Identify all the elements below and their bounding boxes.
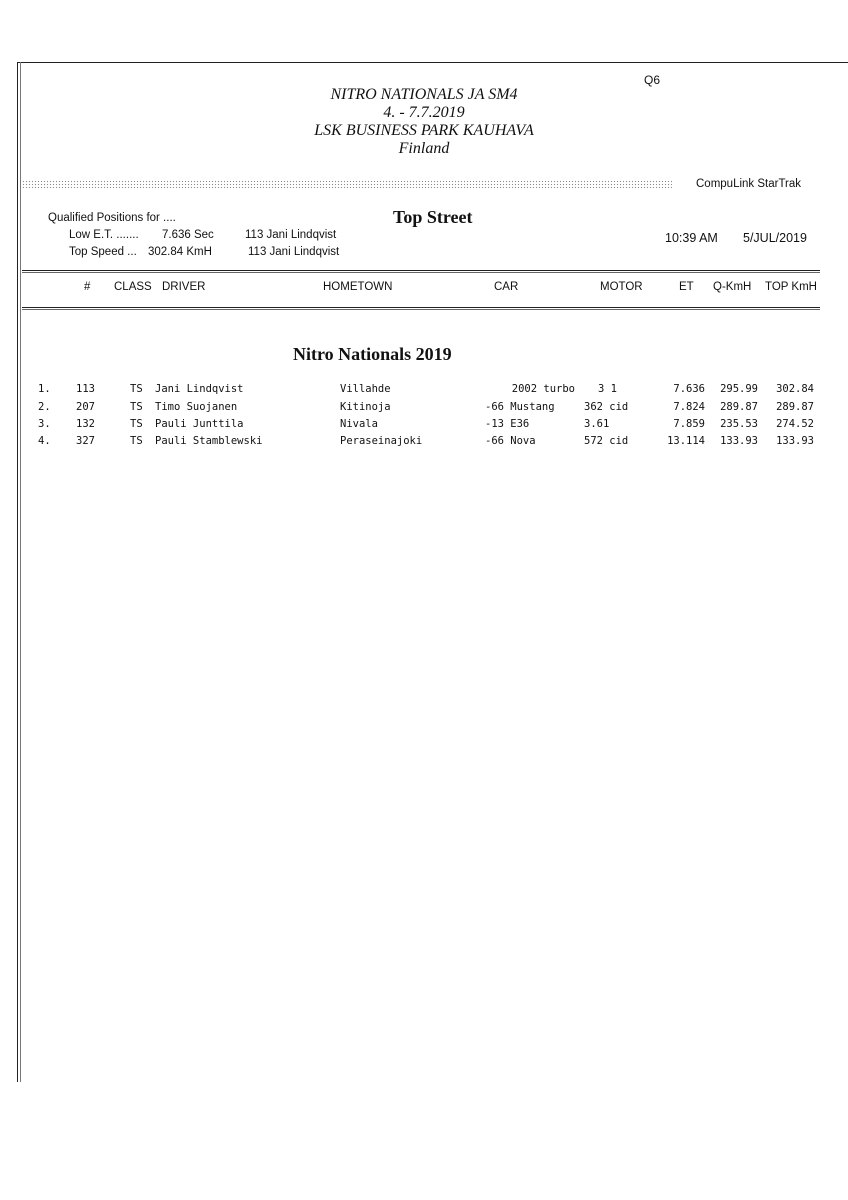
cell-pos: 4. [38, 435, 51, 447]
dotted-separator [22, 180, 672, 188]
cell-num: 132 [76, 418, 95, 430]
col-driver: DRIVER [162, 281, 206, 293]
cell-pos: 2. [38, 401, 51, 413]
left-border-inner [20, 62, 21, 1082]
event-title: NITRO NATIONALS JA SM4 [330, 86, 518, 103]
left-border [17, 62, 18, 1082]
col-num: # [84, 281, 91, 293]
col-topkmh: TOP KmH [765, 281, 817, 293]
low-et-value: 7.636 Sec [162, 229, 214, 241]
cell-et: 7.859 [673, 418, 705, 430]
cell-car: -13 E36 [485, 418, 530, 430]
cell-motor: 362 cid [584, 401, 629, 413]
header-rule-bottom [22, 307, 820, 308]
cell-car: 2002 turbo [511, 383, 575, 395]
cell-car: -66 Nova [485, 435, 536, 447]
col-qkmh: Q-KmH [713, 281, 752, 293]
cell-num: 113 [76, 383, 95, 395]
event-venue: LSK BUSINESS PARK KAUHAVA [314, 122, 534, 139]
low-et-label: Low E.T. ....... [69, 229, 139, 241]
cell-driver: Pauli Stamblewski [155, 435, 263, 447]
cell-topkmh: 274.52 [776, 418, 814, 430]
cell-hometown: Villahde [340, 383, 391, 395]
top-speed-driver: 113 Jani Lindqvist [248, 246, 340, 258]
qualified-heading: Qualified Positions for .... [48, 212, 176, 224]
cell-motor: 572 cid [584, 435, 629, 447]
cell-qkmh: 133.93 [720, 435, 758, 447]
top-speed-value: 302.84 KmH [148, 246, 212, 258]
cell-motor: 3 1 [598, 383, 617, 395]
cell-num: 207 [76, 401, 95, 413]
class-title: Top Street [393, 207, 473, 227]
cell-et: 7.636 [673, 383, 705, 395]
report-time: 10:39 AM [665, 231, 718, 245]
cell-driver: Jani Lindqvist [155, 383, 244, 395]
section-title: Nitro Nationals 2019 [293, 344, 452, 364]
cell-class: TS [130, 418, 143, 430]
cell-num: 327 [76, 435, 95, 447]
top-speed-label: Top Speed ... [69, 246, 137, 258]
cell-driver: Timo Suojanen [155, 401, 238, 413]
cell-hometown: Peraseinajoki [340, 435, 423, 447]
cell-class: TS [130, 383, 143, 395]
col-et: ET [679, 281, 694, 293]
cell-hometown: Kitinoja [340, 401, 391, 413]
cell-motor: 3.61 [584, 418, 610, 430]
low-et-driver: 113 Jani Lindqvist [245, 229, 337, 241]
col-class: CLASS [114, 281, 152, 293]
cell-topkmh: 133.93 [776, 435, 814, 447]
cell-et: 13.114 [667, 435, 705, 447]
header-rule-top [22, 270, 820, 271]
cell-qkmh: 295.99 [720, 383, 758, 395]
header-rule-top-2 [22, 272, 820, 273]
event-dates: 4. - 7.7.2019 [383, 104, 465, 121]
cell-qkmh: 289.87 [720, 401, 758, 413]
system-name: CompuLink StarTrak [696, 178, 802, 190]
event-country: Finland [398, 140, 450, 157]
col-motor: MOTOR [600, 281, 643, 293]
cell-pos: 1. [38, 383, 51, 395]
cell-topkmh: 289.87 [776, 401, 814, 413]
cell-topkmh: 302.84 [776, 383, 814, 395]
header-rule-bottom-2 [22, 309, 820, 310]
report-date: 5/JUL/2019 [743, 231, 807, 245]
col-car: CAR [494, 281, 519, 293]
page-code: Q6 [644, 73, 661, 87]
col-hometown: HOMETOWN [323, 281, 393, 293]
top-border [17, 62, 848, 63]
cell-driver: Pauli Junttila [155, 418, 244, 430]
cell-pos: 3. [38, 418, 51, 430]
cell-qkmh: 235.53 [720, 418, 758, 430]
cell-class: TS [130, 435, 143, 447]
cell-et: 7.824 [673, 401, 705, 413]
cell-hometown: Nivala [340, 418, 378, 430]
cell-car: -66 Mustang [485, 401, 555, 413]
cell-class: TS [130, 401, 143, 413]
